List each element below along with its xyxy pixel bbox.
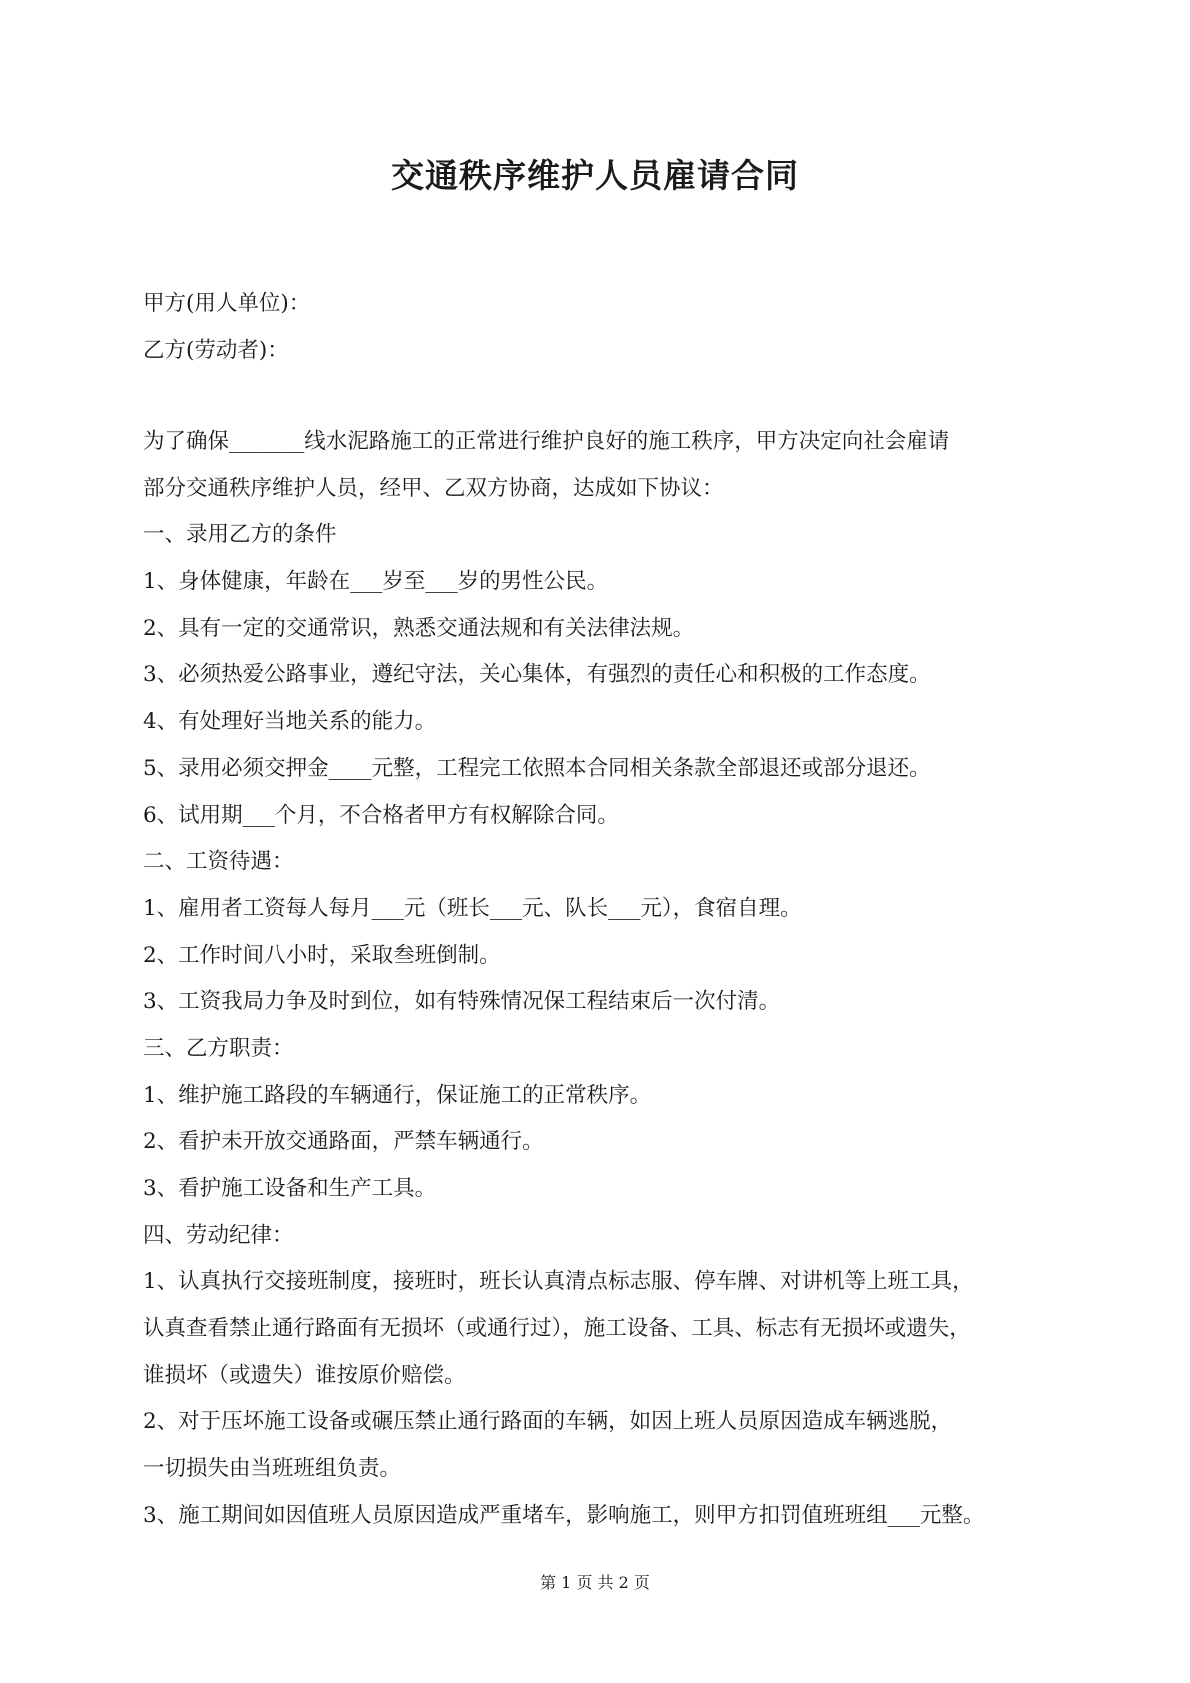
clause-line: 6、试用期___个月，不合格者甲方有权解除合同。	[143, 802, 619, 828]
body-line: 为了确保_______线水泥路施工的正常进行维护良好的施工秩序，甲方决定向社会雇请	[143, 429, 950, 454]
clause-line: 1、维护施工路段的车辆通行，保证施工的正常秩序。	[143, 1082, 652, 1108]
clause-line: 3、施工期间如因值班人员原因造成严重堵车，影响施工，则甲方扣罚值班班组___元整。	[143, 1502, 985, 1528]
parties-section	[143, 280, 1063, 374]
party-a-label: 甲方(用人单位)：	[143, 291, 311, 316]
clause-line: 1、身体健康，年龄在___岁至___岁的男性公民。	[143, 569, 609, 595]
clause-line: 2、对于压坏施工设备或碾压禁止通行路面的车辆，如因上班人员原因造成车辆逃脱，	[143, 1409, 953, 1435]
section-heading: 三、乙方职责：	[143, 1035, 294, 1061]
clause-line: 3、看护施工设备和生产工具。	[143, 1176, 437, 1201]
clause-line: 1、认真执行交接班制度，接班时，班长认真清点标志服、停车牌、对讲机等上班工具，	[143, 1269, 974, 1295]
clause-line: 2、工作时间八小时，采取叁班倒制。	[143, 942, 501, 968]
body-line: 部分交通秩序维护人员，经甲、乙双方协商，达成如下协议：	[143, 475, 724, 501]
clause-line: 2、具有一定的交通常识，熟悉交通法规和有关法律法规。	[143, 615, 695, 641]
clause-line: 认真查看禁止通行路面有无损坏（或通行过），施工设备、工具、标志有无损坏或遗失，	[143, 1316, 971, 1342]
clause-line: 3、必须热爱公路事业，遵纪守法，关心集体，有强烈的责任心和积极的工作态度。	[143, 662, 931, 688]
section-heading: 一、录用乙方的条件	[143, 522, 337, 548]
clause-line: 4、有处理好当地关系的能力。	[143, 709, 437, 735]
document-title: 交通秩序维护人员雇请合同	[391, 156, 799, 195]
clause-line: 谁损坏（或遗失）谁按原价赔偿。	[143, 1362, 466, 1388]
page-footer: 第 1 页 共 2 页	[540, 1573, 650, 1592]
section-heading: 二、工资待遇：	[143, 849, 294, 875]
clause-line: 3、工资我局力争及时到位，如有特殊情况保工程结束后一次付清。	[143, 989, 781, 1015]
contract-body	[143, 419, 1063, 1540]
party-b-label: 乙方(劳动者)：	[143, 338, 289, 363]
clause-line: 1、雇用者工资每人每月___元（班长___元、队长___元），食宿自理。	[143, 895, 802, 921]
clause-line: 一切损失由当班班组负责。	[143, 1456, 402, 1482]
section-heading: 四、劳动纪律：	[143, 1222, 294, 1248]
clause-line: 2、看护未开放交通路面，严禁车辆通行。	[143, 1129, 544, 1155]
clause-line: 5、录用必须交押金____元整，工程完工依照本合同相关条款全部退还或部分退还。	[143, 755, 931, 781]
